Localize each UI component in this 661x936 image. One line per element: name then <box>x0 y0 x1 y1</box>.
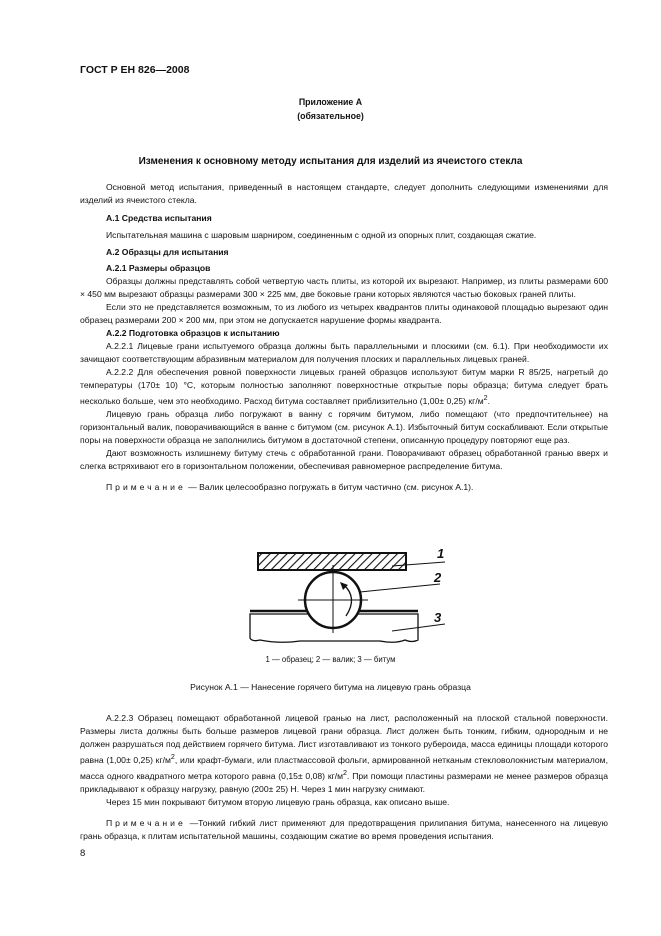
heading-a21: А.2.1 Размеры образцов <box>106 263 211 273</box>
note-text: — Валик целесообразно погружать в битум частично (см. рисунок А.1). <box>185 481 474 492</box>
specimen-shape <box>258 553 406 570</box>
paragraph-a21-1: Образцы должны представлять собой четвертую часть плиты, из которой их вырезают. Например, из плиты размерами 600 × 450 мм вырезают образцы размерами 300 × 225 мм, две боковые грани которых являются частью боковых граней плиты. <box>80 276 608 299</box>
figure-label-3: 3 <box>434 610 442 625</box>
annex-title: Приложение А <box>298 97 363 107</box>
paragraph-a223 <box>80 712 608 796</box>
leader-line-2 <box>360 584 440 592</box>
paragraph-a1: Испытательная машина с шаровым шарниром, соединенным с одной из опорных плит, создающая сжатие. <box>106 230 537 240</box>
document-header: ГОСТ Р ЕН 826—2008 <box>80 64 190 76</box>
note-label: Примечание <box>106 481 186 492</box>
paragraph-a223-part2: , или крафт-бумаги, или пластмассовой фольги, армированной нетканым стекловолокнистым материалом, масса одного квадратного метра которого равна (0,15± 0,08) кг/м <box>80 754 608 781</box>
figure-label-2: 2 <box>434 570 442 585</box>
note-2 <box>80 817 608 843</box>
annex-status: (обязательное) <box>297 111 364 121</box>
paragraph-a221: А.2.2.1 Лицевые грани испытуемого образца должны быть параллельными и плоскими (см. 6.1). При необходимости их зачищают соответствующим абразивным материалом для получения плоских и параллельных лицевых граней. <box>80 341 608 364</box>
figure-legend: 1 — образец; 2 — валик; 3 — битум <box>265 655 396 664</box>
paragraph-a222-3: Дают возможность излишнему битуму стечь с обработанной грани. Поворачивают образец обработанной гранью вверх и слегка встряхивают его в горизонтальном положении, обеспечивая равномерное распределение битума. <box>80 447 608 471</box>
figure-caption: Рисунок А.1 — Нанесение горячего битума на лицевую грань образца <box>190 682 471 692</box>
intro-paragraph: Основной метод испытания, приведенный в настоящем стандарте, следует дополнить следующими изменениями для изделий из ячеистого стекла. <box>80 182 608 205</box>
annex-main-title: Изменения к основному методу испытания для изделий из ячеистого стекла <box>138 156 523 167</box>
superscript: 2 <box>170 753 175 761</box>
paragraph-a223-2: Через 15 мин покрывают битумом вторую лицевую грань образца, как описано выше. <box>106 796 450 807</box>
heading-a1: А.1 Средства испытания <box>106 213 212 223</box>
superscript: 2 <box>483 394 488 402</box>
paragraph-a222-2: Лицевую грань образца либо погружают в ванну с горячим битумом, либо помещают (что предпочтительнее) на горизонтальный валик, поворачивающийся в ванне с битумом (см. рисунок А.1). Избыточный битум соскабливают. Если открытые поры на поверхности образца не заполнились битумом в достаточной степени, описанную процедуру повторяют еще раз. <box>80 408 608 445</box>
section-body-2 <box>80 712 608 843</box>
superscript: 2 <box>343 768 348 777</box>
punctuation: . <box>487 395 490 406</box>
paragraph-a223-part3: . При помощи пластины размерами не менее размеров образца прикладывают к образцу нагрузку, равную (200± 25) Н. Через 1 мин нагрузку снимают. <box>80 770 608 794</box>
paragraph-a222-text: А.2.2.2 Для обеспечения ровной поверхности лицевых граней образцов используют битум марки R 85/25, нагретый до температуры (170± 10) °С, которым полностью заполняют поверхностные открытые поры образца; битума следует брать несколько больше, чем это необходимо. Расход битума составляет приблизительно (1,00± 0,25) кг/м <box>80 367 608 406</box>
note-label: Примечание <box>106 817 186 828</box>
page-number: 8 <box>80 848 86 859</box>
note-text: —Тонкий гибкий лист применяют для предотвращения прилипания битума, нанесенного на лицевую грань образца, к плитам испытательной машины, создающим сжатие во время проведения испытания. <box>80 817 608 841</box>
paragraph-a21-2: Если это не представляется возможным, то из любого из четырех квадрантов плиты одинаковой площадью вырезают один образец размерами 200 × 200 мм, при этом не допускается нарушение формы квадранта. <box>80 302 608 325</box>
heading-a2: А.2 Образцы для испытания <box>106 247 229 257</box>
figure-label-1: 1 <box>437 546 445 561</box>
heading-a22: А.2.2 Подготовка образцов к испытанию <box>106 328 280 338</box>
paragraph-a223-part1: А.2.2.3 Образец помещают обработанной лицевой гранью на лист, расположенный на плоской стальной поверхности. Размеры листа должны быть больше размеров лицевой грани образца. Лист должен быть тонким, гибким, однородным и не должен разрушаться под действием горячего битума. Лист изготавливают из тонкого рубероида, масса единицы площади которого равна (1,00± 0,25) кг/м <box>80 713 608 765</box>
